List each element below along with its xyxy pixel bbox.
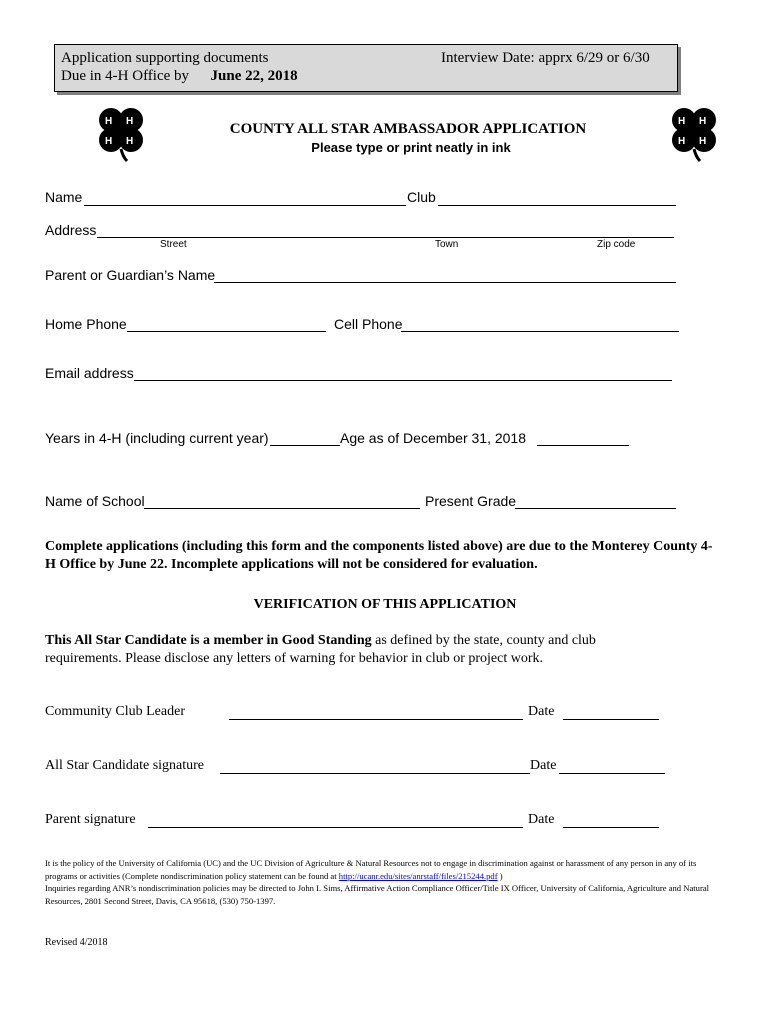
candidate-date-label: Date	[530, 758, 557, 773]
age-field[interactable]	[537, 445, 629, 446]
svg-text:H: H	[126, 116, 134, 127]
club-label: Club	[407, 189, 436, 205]
svg-text:H: H	[105, 116, 113, 127]
policy-close: )	[497, 870, 503, 881]
grade-field[interactable]	[515, 508, 676, 509]
verification-rest-text: as defined by the state, county and club requirements. Please disclose any letters of warning for behavior in club or project work.	[45, 633, 596, 666]
header-box	[54, 44, 678, 92]
header-underline-left	[54, 91, 372, 92]
due-date: June 22, 2018	[210, 68, 298, 84]
candidate-signature-field[interactable]	[220, 773, 530, 774]
street-caption: Street	[160, 239, 187, 250]
svg-text:H: H	[678, 116, 686, 127]
email-label: Email address	[45, 365, 134, 381]
svg-text:H: H	[678, 136, 686, 147]
name-field[interactable]	[84, 205, 406, 206]
school-field[interactable]	[144, 508, 420, 509]
cell-phone-field[interactable]	[401, 331, 679, 332]
address-field[interactable]	[97, 237, 674, 238]
leader-date-label: Date	[528, 704, 555, 719]
town-caption: Town	[435, 239, 459, 250]
revised-date: Revised 4/2018	[45, 937, 108, 948]
due-line-text	[61, 68, 298, 85]
parent-date-field[interactable]	[563, 827, 659, 828]
home-phone-field[interactable]	[127, 331, 326, 332]
candidate-label: All Star Candidate signature	[45, 758, 205, 773]
name-label: Name	[45, 189, 83, 205]
leader-label: Community Club Leader	[45, 704, 185, 719]
leader-date-field[interactable]	[563, 719, 659, 720]
form-subtitle: Please type or print neatly in ink	[311, 140, 511, 155]
leader-signature-field[interactable]	[229, 719, 523, 720]
policy-text: It is the policy of the University of California (UC) and the UC Division of Agriculture & Natural Resources not to engage in discrimination against or harassment of any person in any of its programs or activities (Complete nondiscrimination policy statement can be found at	[45, 858, 697, 881]
policy-statement	[45, 857, 717, 882]
guardian-label: Parent or Guardian’s Name	[45, 267, 216, 283]
parent-label: Parent signature	[45, 812, 136, 827]
parent-signature-field[interactable]	[148, 827, 523, 828]
interview-date-text: Interview Date: apprx 6/29 or 6/30	[441, 50, 650, 66]
svg-text:H: H	[126, 136, 134, 147]
header-underline-right	[416, 91, 678, 92]
good-standing-text: This All Star Candidate is a member in Good Standing	[45, 633, 372, 648]
email-field[interactable]	[134, 380, 672, 381]
grade-label: Present Grade	[425, 493, 517, 509]
parent-date-label: Date	[528, 812, 555, 827]
home-phone-label: Home Phone	[45, 316, 127, 332]
years-field[interactable]	[270, 445, 340, 446]
address-label: Address	[45, 222, 97, 238]
guardian-field[interactable]	[214, 282, 676, 283]
deadline-paragraph: Complete applications (including this form and the components listed above) are due to the Monterey County 4-H Office by June 22. Incomplete applications will not be considered for evaluation.	[45, 539, 713, 572]
supporting-docs-text: Application supporting documents	[61, 50, 269, 66]
verification-heading: VERIFICATION OF THIS APPLICATION	[253, 597, 517, 612]
club-field[interactable]	[438, 205, 676, 206]
zip-caption: Zip code	[597, 239, 636, 250]
form-title: COUNTY ALL STAR AMBASSADOR APPLICATION	[229, 121, 587, 137]
school-label: Name of School	[45, 493, 145, 509]
candidate-date-field[interactable]	[559, 773, 665, 774]
age-label: Age as of December 31, 2018	[340, 430, 527, 446]
svg-text:H: H	[105, 136, 113, 147]
policy-link[interactable]: http://ucanr.edu/sites/anrstaff/files/215244.pdf	[338, 870, 498, 881]
svg-text:H: H	[699, 116, 707, 127]
years-label: Years in 4-H (including current year)	[45, 430, 269, 446]
due-label: Due in 4-H Office by	[61, 68, 190, 84]
cell-phone-label: Cell Phone	[334, 316, 403, 332]
svg-text:H: H	[699, 136, 707, 147]
verification-paragraph	[45, 632, 665, 668]
inquiries-statement: Inquiries regarding ANR’s nondiscrimination policies may be directed to John I. Sims, Affirmative Action Compliance Officer/Title IX Officer, University of California, Agriculture and Natural Resources, 2801 Second Street, Davis, CA 95618, (530) 750-1397.	[45, 883, 710, 906]
